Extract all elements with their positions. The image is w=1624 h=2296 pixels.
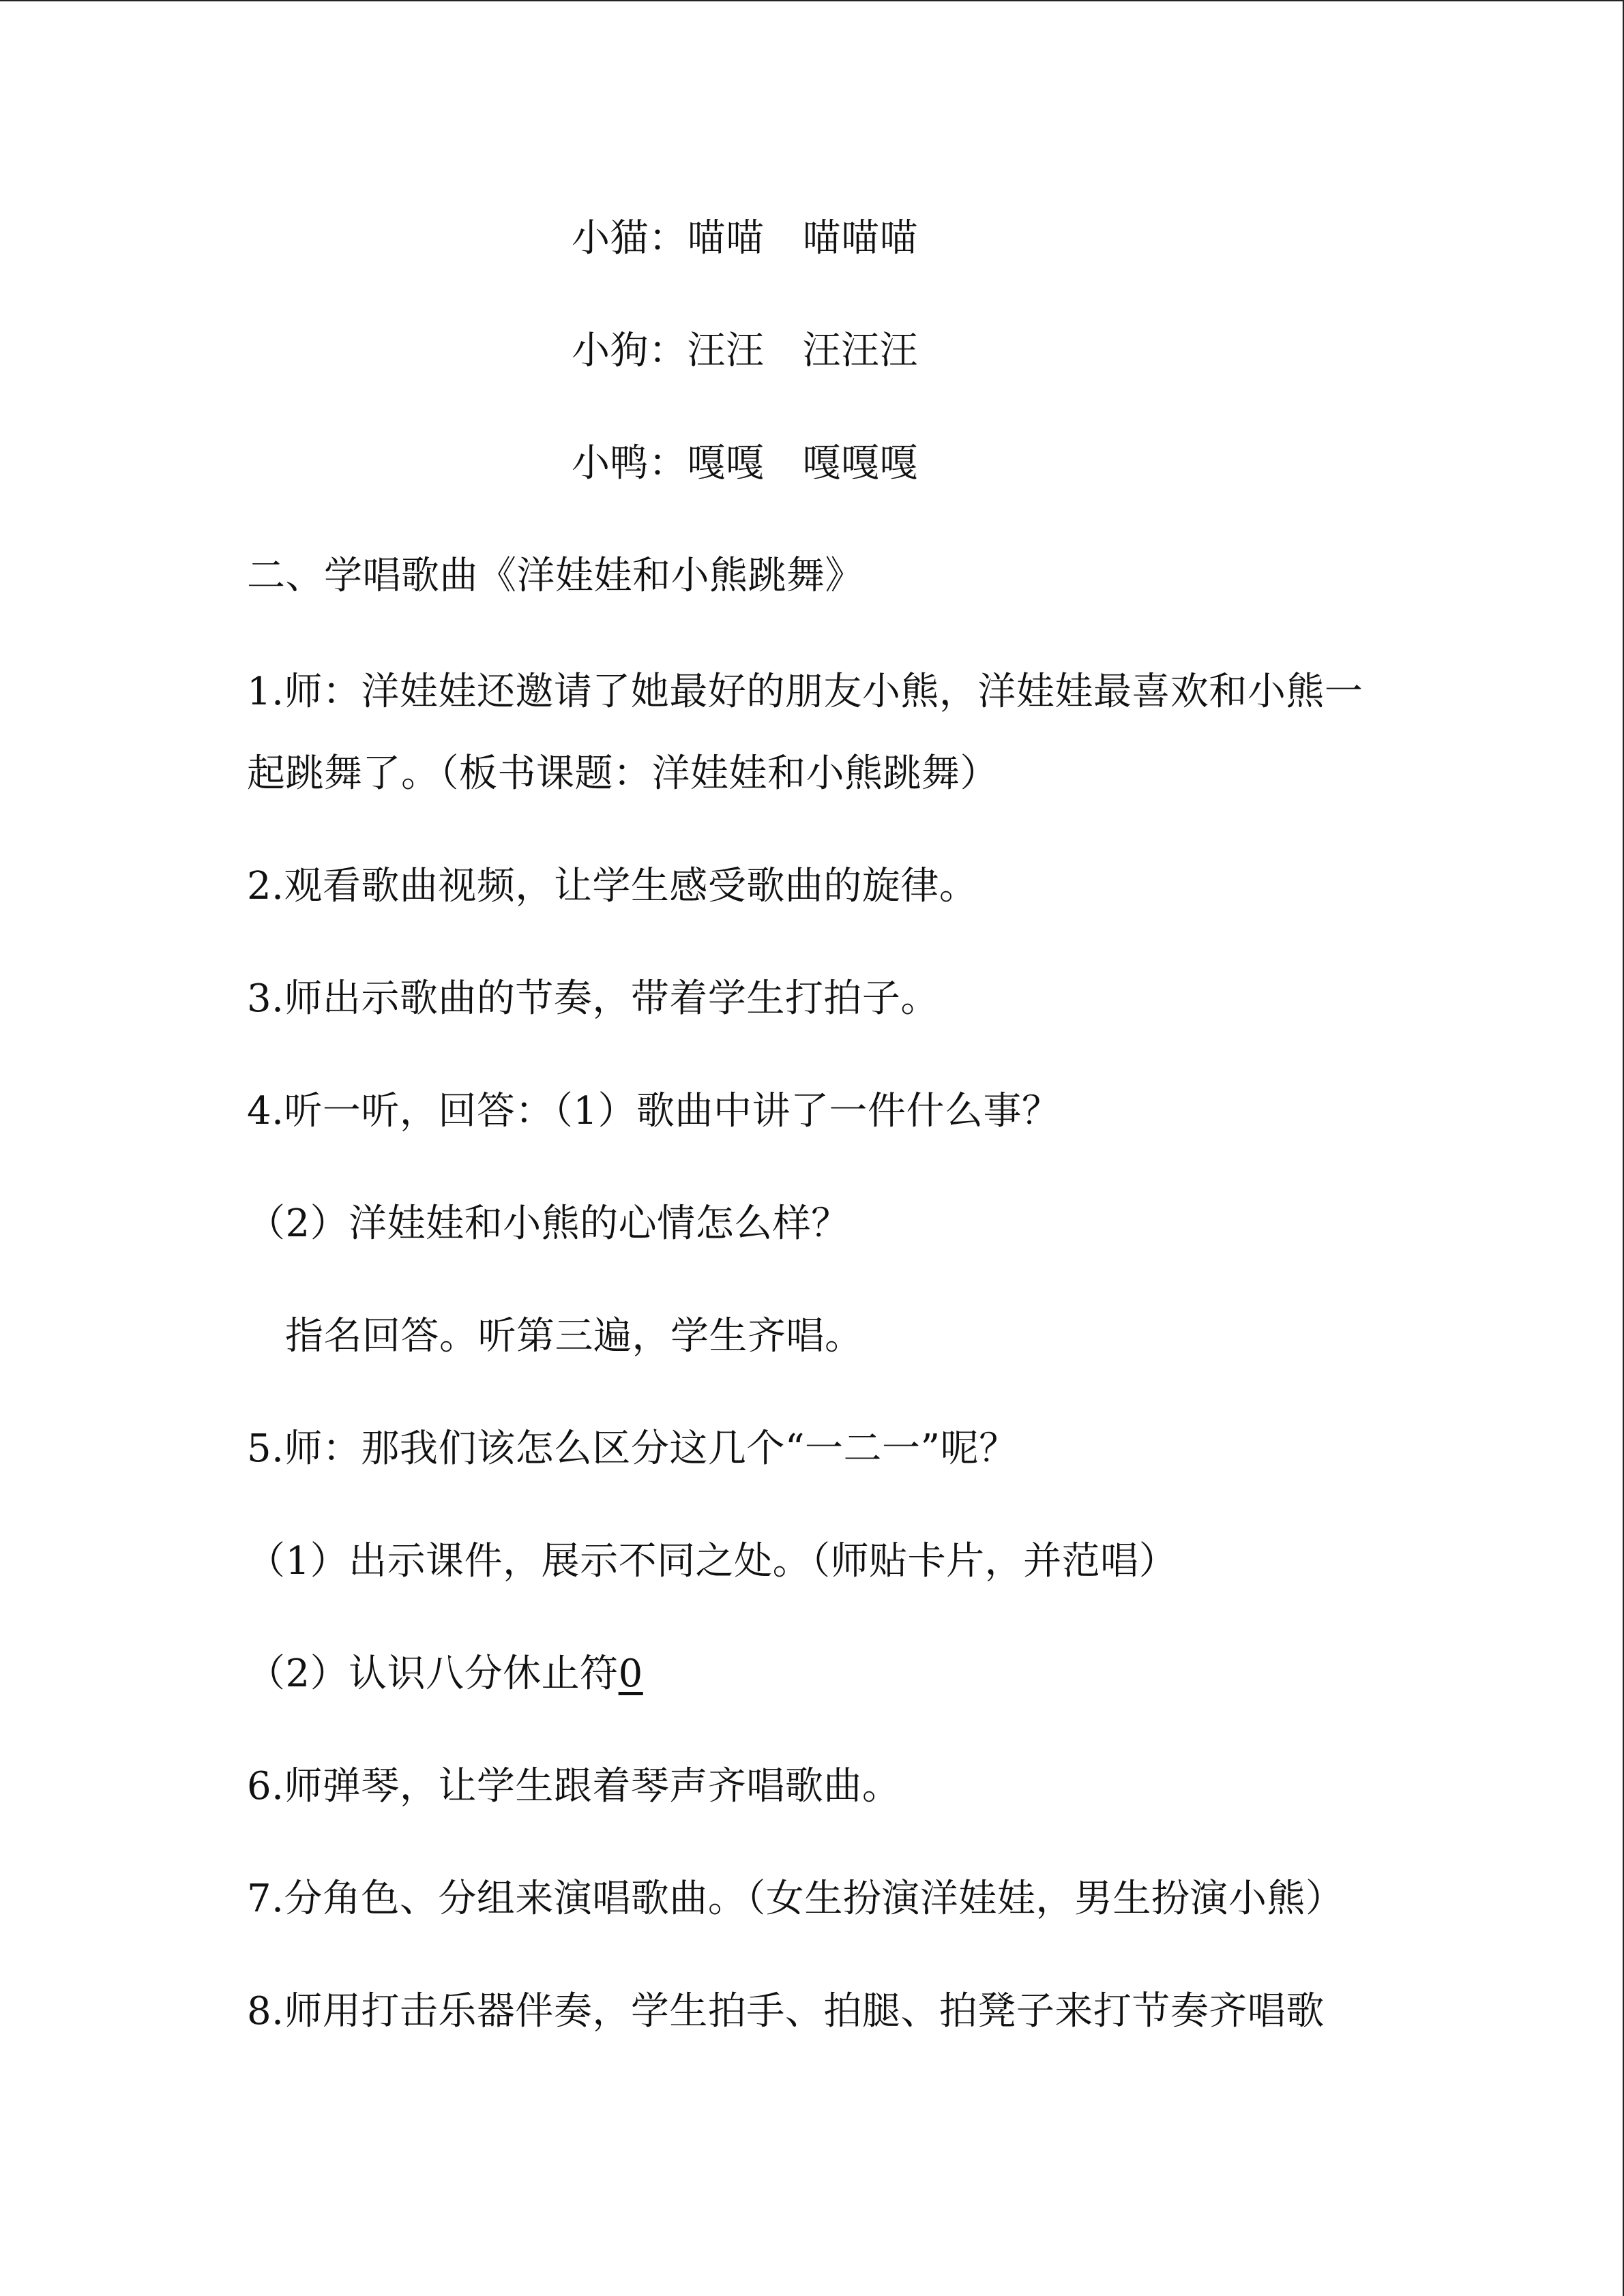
animal-sound-cat (572, 215, 918, 263)
step-5-sub-2-text: （2）认识八分休止符 (247, 1652, 619, 1696)
step-8: 8.师用打击乐器伴奏，学生拍手、拍腿、拍凳子来打节奏齐唱歌 (247, 1989, 1325, 2033)
long-sound: 汪汪汪 (802, 329, 918, 373)
step-5-sub-2 (247, 1650, 643, 1698)
step-3: 3.师出示歌曲的节奏，带着学生打拍子。 (247, 976, 939, 1021)
short-sound: 喵喵 (687, 216, 765, 260)
step-4: 4.听一听，回答：（1）歌曲中讲了一件什么事？ (247, 1089, 1061, 1133)
step-4-note: 指名回答。听第三遍，学生齐唱。 (285, 1314, 863, 1358)
section-heading: 二、学唱歌曲《洋娃娃和小熊跳舞》 (247, 554, 863, 598)
eighth-rest-symbol: 0 (618, 1652, 643, 1696)
animal-name: 小狗： (572, 329, 688, 373)
step-4-sub-2: （2）洋娃娃和小熊的心情怎么样？ (247, 1202, 850, 1246)
animal-name: 小猫： (572, 216, 688, 260)
short-sound: 汪汪 (687, 329, 765, 373)
step-1-line-1: 1.师：洋娃娃还邀请了她最好的朋友小熊，洋娃娃最喜欢和小熊一 (247, 670, 1363, 714)
animal-sound-dog (572, 327, 918, 375)
short-sound: 嘎嘎 (687, 441, 765, 486)
step-1-line-2: 起跳舞了。（板书课题：洋娃娃和小熊跳舞） (247, 751, 999, 796)
animal-sound-duck (572, 440, 918, 488)
step-7: 7.分角色、分组来演唱歌曲。（女生扮演洋娃娃，男生扮演小熊） (247, 1877, 1344, 1921)
long-sound: 喵喵喵 (802, 216, 918, 260)
animal-name: 小鸭： (572, 441, 688, 486)
step-6: 6.师弹琴，让学生跟着琴声齐唱歌曲。 (247, 1764, 901, 1808)
step-5: 5.师：那我们该怎么区分这几个“一二一”呢？ (247, 1427, 1018, 1471)
step-2: 2.观看歌曲视频，让学生感受歌曲的旋律。 (247, 864, 978, 908)
step-5-sub-1: （1）出示课件，展示不同之处。（师贴卡片，并范唱） (247, 1539, 1178, 1583)
long-sound: 嘎嘎嘎 (802, 441, 918, 486)
